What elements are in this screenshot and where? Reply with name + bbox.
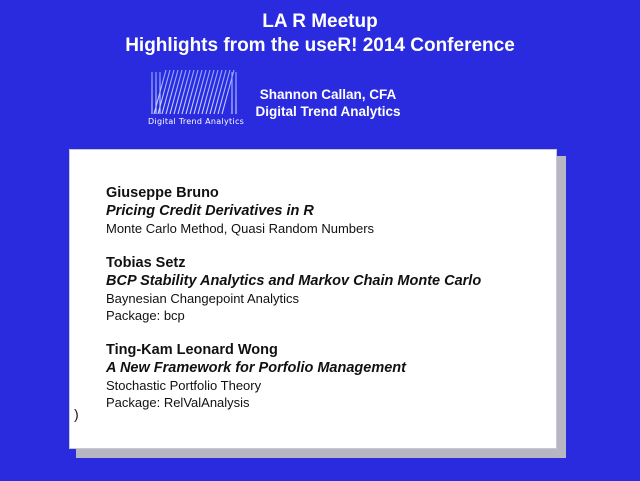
talk-title: A New Framework for Porfolio Management [106,360,406,376]
talk-title: BCP Stability Analytics and Markov Chain Monte Carlo [106,273,482,289]
author-name: Shannon Callan, CFA [259,87,397,102]
speaker-item [106,184,481,237]
talk-title: Pricing Credit Derivatives in R [106,203,314,219]
talk-package: Package: bcp [106,308,185,323]
speaker-name: Ting-Kam Leonard Wong [106,342,278,358]
speaker-name: Tobias Setz [106,255,186,271]
author-company: Digital Trend Analytics [255,104,401,119]
striped-logo-icon [148,68,240,116]
author-block [243,86,413,120]
talk-detail: Baynesian Changepoint Analytics [106,291,299,306]
title-line-1: LA R Meetup [262,11,378,32]
speaker-list [106,184,481,428]
title-line-2: Highlights from the useR! 2014 Conference [125,35,515,56]
talk-detail: Stochastic Portfolio Theory [106,378,262,393]
speaker-name: Giuseppe Bruno [106,185,219,201]
company-logo [148,68,245,130]
talk-detail: Monte Carlo Method, Quasi Random Numbers [106,221,375,236]
speaker-item [106,254,481,324]
slide-title [0,10,640,58]
speaker-item [106,341,481,411]
logo-text: Digital Trend Analytics [148,117,245,126]
talk-package: Package: RelValAnalysis [106,395,250,410]
trailing-parenthesis: ) [74,406,79,422]
